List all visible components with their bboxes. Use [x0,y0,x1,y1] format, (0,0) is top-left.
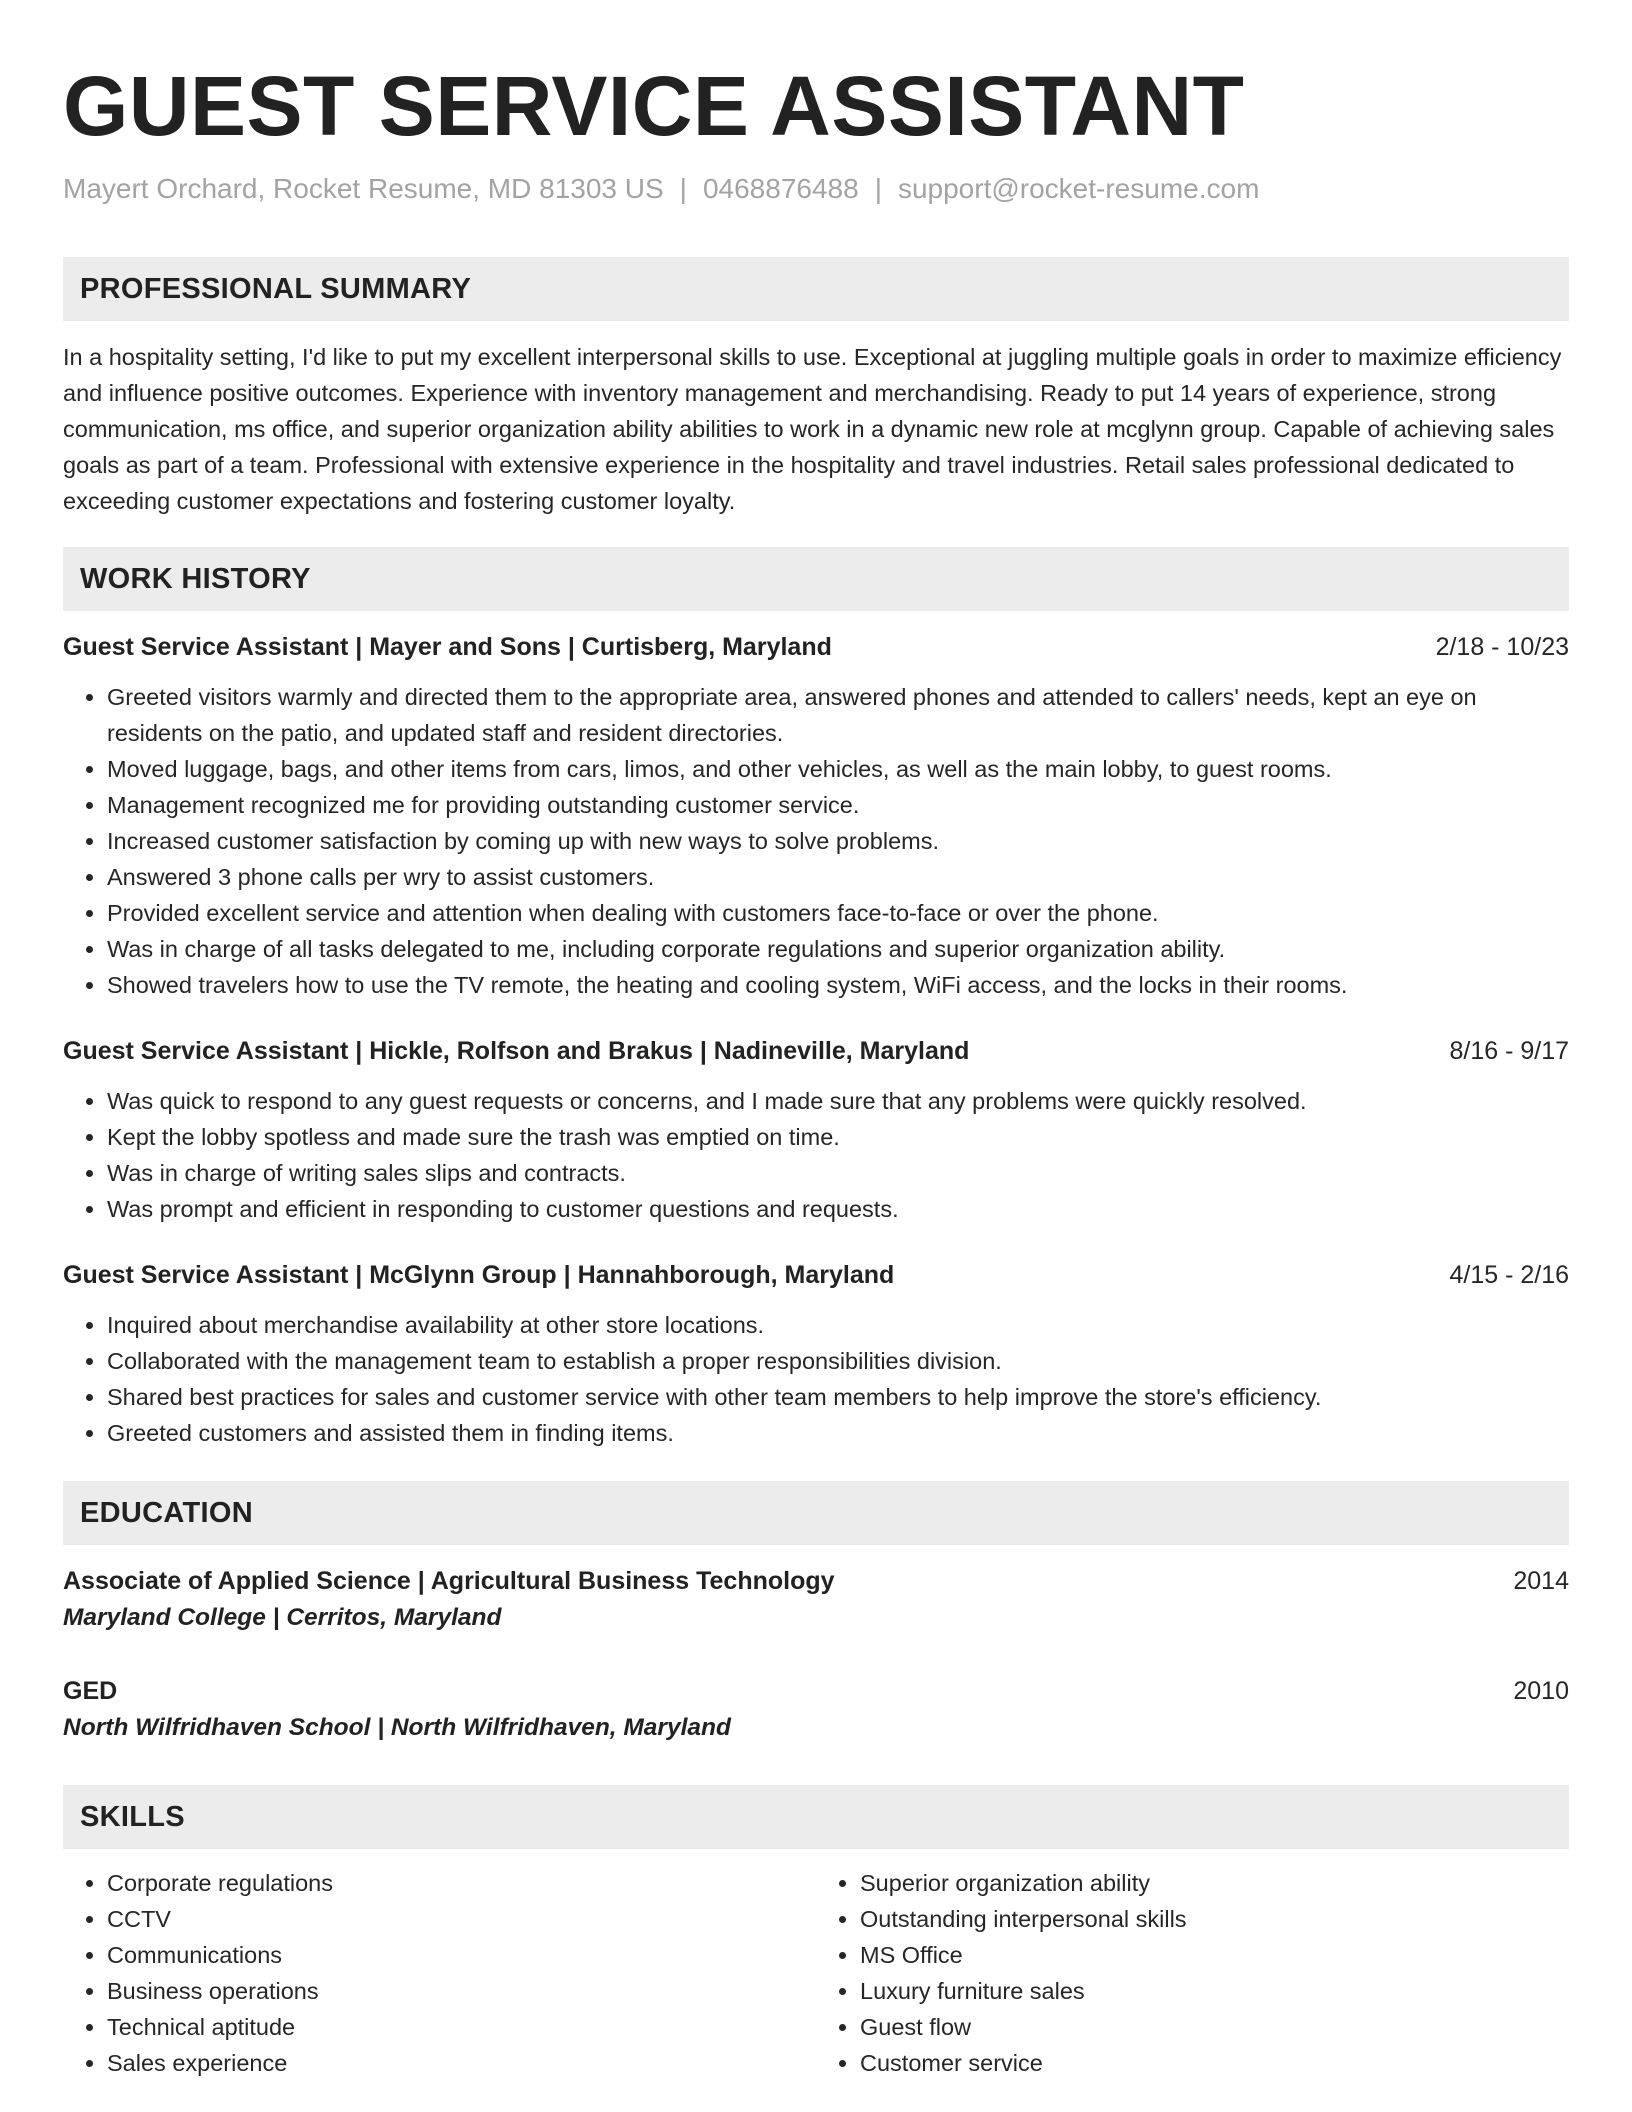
contact-email: support@rocket-resume.com [897,173,1260,204]
section-header-work-history [63,547,1569,611]
section-title: WORK HISTORY [80,562,311,595]
degree-title: GED [63,1677,118,1705]
job-bullet: • Greeted visitors warmly and directed them to the appropriate area, answered phones and attended to callers' needs, kept an eye on residents on the patio, and updated staff and resident directories. [107,679,1569,751]
skill-item: • Superior organization ability [860,1865,1569,1901]
job-header [63,1033,1569,1069]
candidate-name: GUEST SERVICE ASSISTANT [63,59,1245,153]
skill-item: • Corporate regulations [107,1865,816,1901]
education-entry [63,1673,1569,1747]
skill-item: • Communications [107,1937,816,1973]
job-bullet: • Provided excellent service and attention when dealing with customers face-to-face or over the phone. [107,895,1569,931]
job-header [63,1257,1569,1293]
section-title: PROFESSIONAL SUMMARY [80,272,472,305]
skill-item: • Sales experience [107,2045,816,2081]
job-dates: 2/18 - 10/23 [1435,633,1569,661]
section-title: EDUCATION [80,1496,253,1529]
school-name: Maryland College | Cerritos, Maryland [63,1604,502,1631]
job-bullet: • Was quick to respond to any guest requests or concerns, and I made sure that any problems were quickly resolved. [107,1083,1569,1119]
job-bullet: • Moved luggage, bags, and other items from cars, limos, and other vehicles, as well as the main lobby, to guest rooms. [107,751,1569,787]
section-header-skills [63,1785,1569,1849]
job-entry [63,1257,1569,1451]
job-dates: 4/15 - 2/16 [1449,1261,1569,1289]
skills-column-left [63,1865,816,2081]
job-bullet: • Kept the lobby spotless and made sure the trash was emptied on time. [107,1119,1569,1155]
skills-list [63,1865,1569,2081]
job-bullet: • Management recognized me for providing outstanding customer service. [107,787,1569,823]
education-entry [63,1563,1569,1637]
contact-separator: | [679,173,687,204]
job-title: Guest Service Assistant | Mayer and Sons | Curtisberg, Maryland [63,633,832,661]
skill-item: • Customer service [860,2045,1569,2081]
job-bullet: • Showed travelers how to use the TV remote, the heating and cooling system, WiFi access, and the locks in their rooms. [107,967,1569,1003]
job-bullets [63,1083,1569,1227]
job-bullet: • Was in charge of writing sales slips and contracts. [107,1155,1569,1191]
school-name: North Wilfridhaven School | North Wilfridhaven, Maryland [63,1714,731,1741]
section-header-summary [63,257,1569,321]
skill-item: • Guest flow [860,2009,1569,2045]
education-year: 2010 [1513,1677,1569,1705]
job-bullet: • Shared best practices for sales and customer service with other team members to help improve the store's efficiency. [107,1379,1569,1415]
job-bullets [63,679,1569,1003]
job-header [63,629,1569,665]
contact-separator: | [874,173,882,204]
skill-item: • Technical aptitude [107,2009,816,2045]
degree-title: Associate of Applied Science | Agricultural Business Technology [63,1567,835,1595]
job-bullet: • Increased customer satisfaction by coming up with new ways to solve problems. [107,823,1569,859]
job-bullet: • Greeted customers and assisted them in finding items. [107,1415,1569,1451]
contact-address: Mayert Orchard, Rocket Resume, MD 81303 US [63,173,664,204]
job-title: Guest Service Assistant | McGlynn Group | Hannahborough, Maryland [63,1261,895,1289]
contact-line [63,172,1569,206]
job-title: Guest Service Assistant | Hickle, Rolfson and Brakus | Nadineville, Maryland [63,1037,970,1065]
skill-item: • CCTV [107,1901,816,1937]
skills-column-right [816,1865,1569,2081]
job-entry [63,629,1569,1003]
contact-phone: 0468876488 [702,173,859,204]
education-header [63,1563,1569,1599]
job-bullet: • Collaborated with the management team to establish a proper responsibilities division. [107,1343,1569,1379]
job-bullets [63,1307,1569,1451]
job-bullet: • Was in charge of all tasks delegated to me, including corporate regulations and superior organization ability. [107,931,1569,967]
job-bullet: • Was prompt and efficient in responding to customer questions and requests. [107,1191,1569,1227]
section-title: SKILLS [80,1800,185,1833]
skill-item: • MS Office [860,1937,1569,1973]
section-header-education [63,1481,1569,1545]
education-header [63,1673,1569,1709]
job-bullet: • Inquired about merchandise availability at other store locations. [107,1307,1569,1343]
skill-item: • Business operations [107,1973,816,2009]
skill-item: • Outstanding interpersonal skills [860,1901,1569,1937]
education-year: 2014 [1513,1567,1569,1595]
summary-paragraph: In a hospitality setting, I'd like to put my excellent interpersonal skills to use. Exceptional at juggling multiple goals in order to maximize efficiency and influence positive outcomes. Experience with inventory management and merchandising. Ready to put 14 years of experience, strong communication, ms office, and superior organization ability abilities to work in a dynamic new role at mcglynn group. Capable of achieving sales goals as part of a team. Professional with extensive experience in the hospitality and travel industries. Retail sales professional dedicated to exceeding customer expectations and fostering customer loyalty. [63,344,1562,514]
skill-item: • Luxury furniture sales [860,1973,1569,2009]
job-bullet: • Answered 3 phone calls per wry to assist customers. [107,859,1569,895]
job-dates: 8/16 - 9/17 [1449,1037,1569,1065]
job-entry [63,1033,1569,1227]
